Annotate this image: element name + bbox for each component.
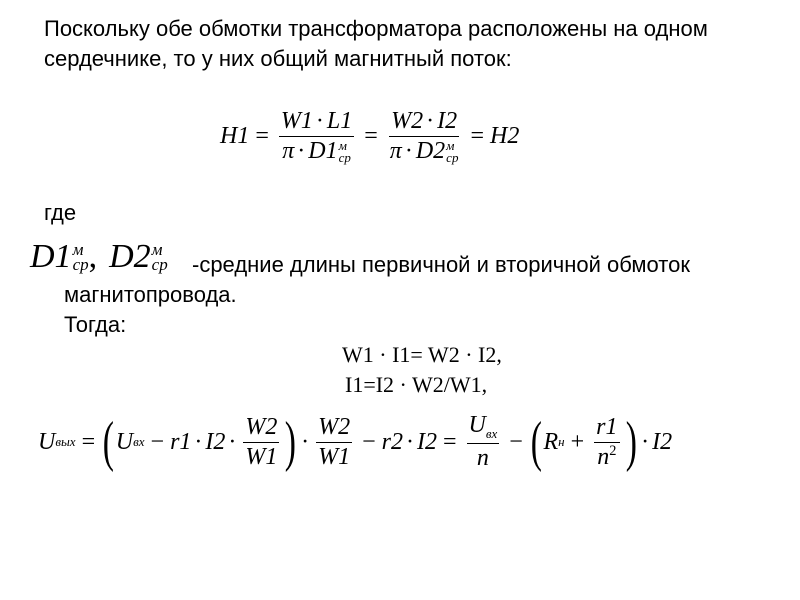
eq2-rn-sub: н [558, 434, 565, 449]
relation-line-1: W1 · I1= W2 · I2, [342, 342, 502, 367]
description-line-2: магнитопровода. [64, 282, 237, 307]
where-label: где [44, 200, 77, 225]
eq1-frac1-num-w: W1 [280, 108, 313, 134]
eq2-u-in-sub: вх [133, 434, 145, 449]
eq2-frac-d-sup: 2 [609, 442, 617, 459]
then-label: Тогда: [64, 312, 127, 337]
eq1-equals-2: = [364, 123, 378, 149]
d2-sup: м [151, 240, 163, 259]
eq2-i2-c: I2 [652, 428, 673, 455]
eq1-frac1-den-sup: м [338, 138, 347, 154]
eq2-u-in: U [115, 428, 134, 455]
eq1-frac2-den-pi: π [389, 138, 402, 164]
eq2-rn: R [543, 428, 559, 455]
eq1-rhs: H2 [490, 123, 520, 149]
relation-line-2: I1=I2 · W2/W1, [345, 372, 488, 397]
d1-sup: м [72, 240, 84, 259]
eq1-equals-1: = [255, 123, 269, 149]
eq1-equals-3: = [470, 123, 484, 149]
eq1-frac2-den-d: D2 [415, 138, 446, 164]
eq2-frac-c-den: n [476, 445, 489, 471]
eq1-frac2-den-sub: ср [446, 150, 459, 166]
eq2-fraction-w2-w1-b [316, 414, 352, 471]
eq1-fraction-2: W2 · I2 π · D2 м ср [389, 108, 459, 166]
d2-symbol: D2 [109, 238, 151, 275]
eq1-frac2-num-w: W2 [391, 108, 424, 134]
eq1-frac2-num-i: I2 [437, 108, 458, 134]
eq1-frac1-den-d: D1 [308, 138, 338, 164]
eq2-frac-d-n: n [597, 443, 610, 470]
eq2-r2: r2 [381, 428, 403, 455]
d-separator: , [88, 238, 98, 275]
eq2-frac-b-num: W2 [316, 414, 352, 443]
eq1-frac1-den-pi: π [282, 138, 295, 164]
d1-symbol: D1 [30, 238, 72, 275]
eq2-frac-a-num: W2 [243, 414, 279, 443]
eq2-frac-b-den: W1 [318, 443, 351, 470]
eq2-frac-d-num: r1 [594, 414, 619, 443]
eq2-i2-a: I2 [205, 428, 226, 455]
intro-paragraph: Поскольку обе обмотки трансформатора расположены на одном сердечнике, то у них общий магнитный поток: [44, 16, 708, 71]
eq2-u-out-sub: вых [55, 434, 76, 449]
eq1-frac1-num-l: L1 [326, 108, 353, 134]
eq2-frac-a-den: W1 [245, 443, 278, 470]
eq2-u-out: U [38, 428, 56, 455]
eq2-fraction-uin-n [467, 412, 500, 472]
d2-sub: ср [151, 255, 168, 274]
eq2-i2-b: I2 [416, 428, 437, 455]
eq2-frac-c-u: U [468, 412, 486, 438]
description-line-1: -средние длины первичной и вторичной обмоток [192, 252, 690, 277]
eq1-frac1-den-sub: ср [338, 150, 351, 166]
eq2-frac-c-sub: вх [485, 426, 498, 441]
eq1-frac2-den-sup: м [446, 138, 455, 154]
equation-magnetic-field [220, 108, 519, 165]
eq1-lhs: H1 [220, 123, 250, 149]
eq2-fraction-r1-n2 [594, 414, 619, 471]
equation-output-voltage: U вых = ( U вх − r1 · I2 · $\frac{W2}{W1}$ ) · $\frac{W2}{W1}$ − r2 · I2 = $\frac{U_{вх}}{n}$ − ( R н + $\frac{r1}{n^2}$ ) · I2 [38, 411, 673, 473]
eq2-r1: r1 [170, 428, 192, 455]
d1-sub: ср [72, 255, 89, 274]
eq2-fraction-w2-w1-a [243, 414, 279, 471]
eq1-fraction-1: W1 · L1 π · D1 м ср [280, 108, 353, 166]
winding-length-symbols [30, 238, 168, 276]
